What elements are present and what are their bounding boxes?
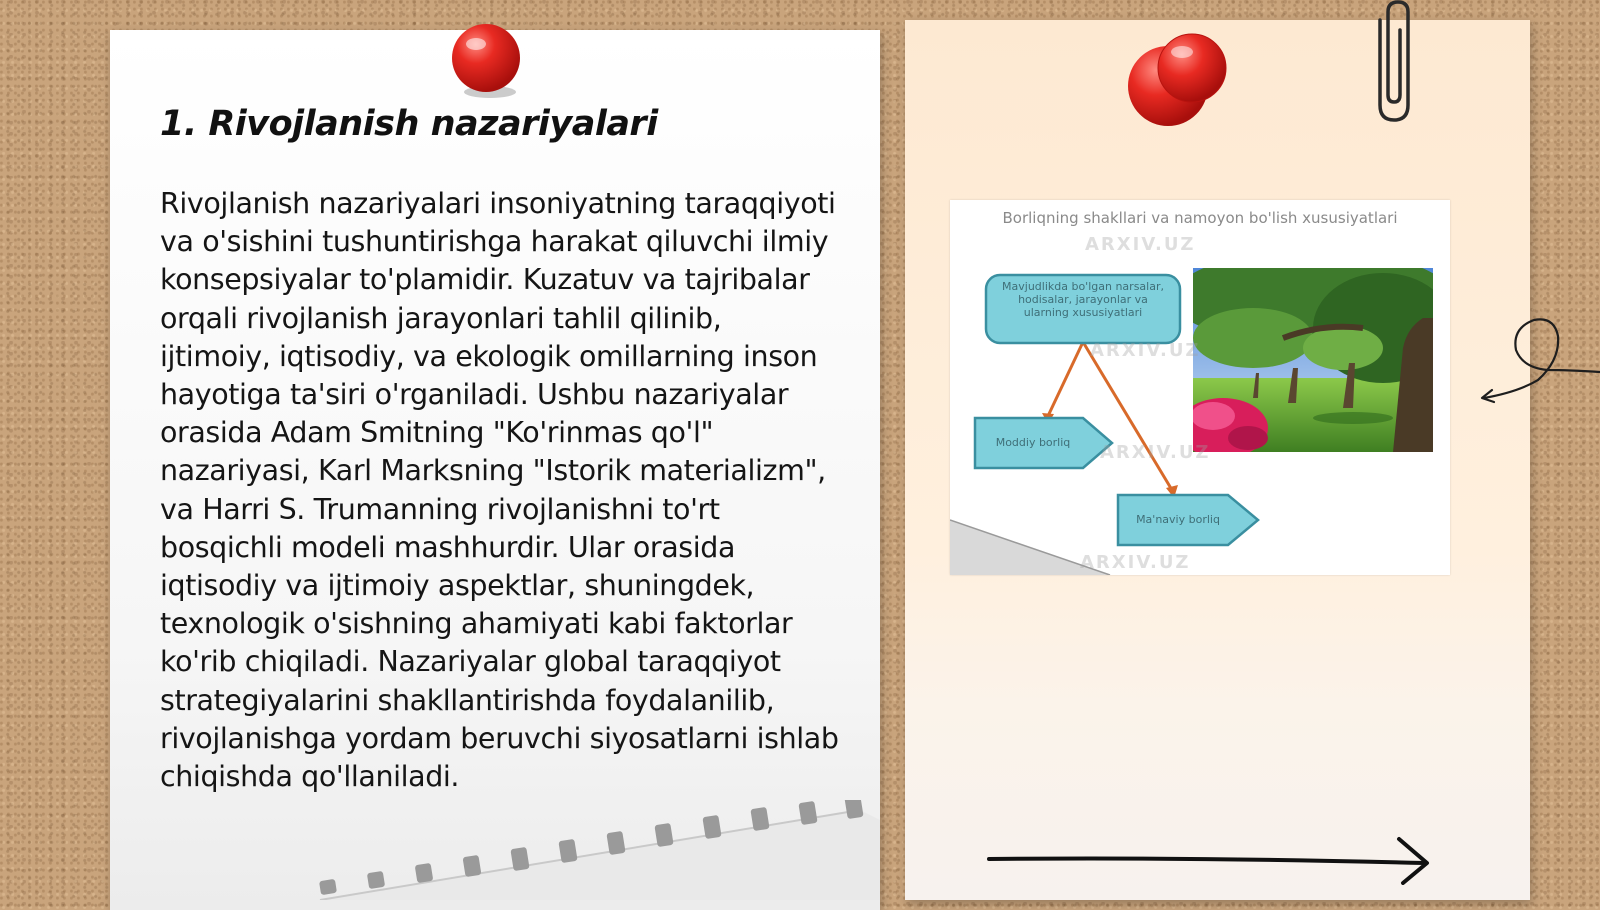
tree-garden-illustration bbox=[1193, 268, 1433, 452]
arrow-right-icon bbox=[985, 835, 1445, 885]
watermark: ARXIV.UZ bbox=[1085, 234, 1196, 255]
watermark: ARXIV.UZ bbox=[1080, 552, 1191, 573]
push-pin-icon bbox=[1120, 30, 1240, 140]
diagram-left-node-label: Moddiy borliq bbox=[995, 436, 1071, 449]
diagram-caption: Borliqning shakllari va namoyon bo'lish xususiyatlari bbox=[1002, 209, 1398, 227]
diagram-right-node-label: Ma'naviy borliq bbox=[1136, 513, 1220, 526]
diagram-image bbox=[950, 200, 1450, 575]
watermark: ARXIV.UZ bbox=[1100, 442, 1211, 463]
push-pin-icon bbox=[448, 20, 530, 102]
note-body: Rivojlanish nazariyalari insoniyatning taraqqiyoti va o'sishini tushuntirishga harakat qiluvchi ilmiy konsepsiyalar to'plamidir. Kuzatuv va tajribalar orqali rivojlanish jarayonlari tahlil qilinib, ijtimoiy, iqtisodiy, va ekologik omillarning inson hayotiga ta'siri o'rganiladi. Ushbu nazariyalar orasida Adam Smitning "Ko'rinmas qo'l" nazariyasi, Karl Marksning "Istorik materializm", va Harri S. Trumanning rivojlanishni to'rt bosqichli modeli mashhurdir. Ular orasida iqtisodiy va ijtimoiy aspektlar, shuningdek, texnologik o'sishning ahamiyati kabi faktorlar ko'rib chiqiladi. Nazariyalar global taraqqiyot strategiyalarini shakllantirishda foydalanilib, rivojlanishga yordam beruvchi siyosatlarni ishlab chiqishda qo'llaniladi. bbox=[160, 187, 839, 794]
watermark: ARXIV.UZ bbox=[1090, 340, 1201, 361]
diagram-top-node-label: Mavjudlikda bo'lgan narsalar, hodisalar, jarayonlar va ularning xususiyatlari bbox=[1002, 280, 1164, 319]
landscape-photo bbox=[1193, 268, 1433, 452]
note-title: 1. Rivojlanish nazariyalari bbox=[160, 104, 658, 144]
torn-notebook-strip bbox=[300, 800, 880, 900]
scribble-arrow-icon bbox=[1478, 310, 1600, 410]
paper-clip-icon bbox=[1370, 0, 1420, 125]
